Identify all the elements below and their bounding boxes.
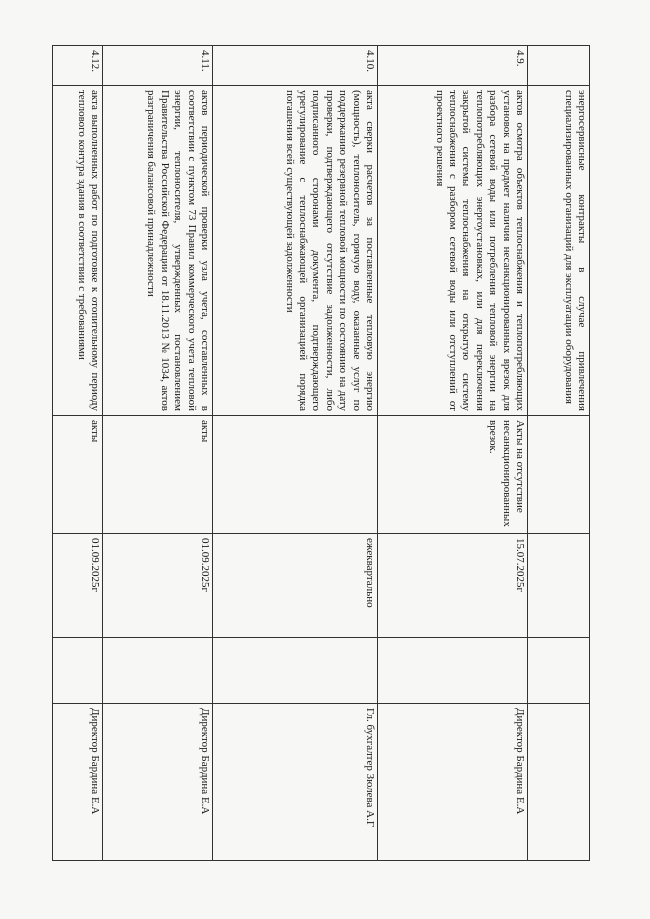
row-description: акта сверки расчетов за поставленные тепловую энергию (мощность), теплоноситель, горячую воду, оказанные услуг по поддержанию резервной тепловой мощности по состоянию на дату проверки, подтверждающего отсутствие задолженности, либо подписанного сторонами документа, подтверждающего урегулирование с теплоснабжающей организацией порядка погашения всей существующей задолженности — [213, 86, 378, 416]
table-row — [103, 46, 213, 861]
row-description: актов осмотра объектов теплоснабжения и теплопотребляющих установок на предмет наличия несанкционированных врезок для разбора сетевой воды или потребления тепловой энергии на теплопотребляющих энергоустановках, или для переключения закрытой системы теплоснабжения на открытую систему теплоснабжения с разбором сетевой воды или отступлений от проектного решения — [378, 86, 528, 416]
row-description: актов периодической проверки узла учета, составленных в соответствии с пунктом 73 Правил коммерческого учета тепловой энергии, теплоносителя, утвержденных постановлением Правительства Российской Федерации от 18.11.2013 № 1034, актов разграничения балансовой принадлежности — [103, 86, 213, 416]
row-number: 4.12. — [53, 46, 103, 86]
row-result — [213, 416, 378, 534]
row-result: Акты на отсутствие несанкционированных врезок. — [378, 416, 528, 534]
row-date: 15.07.2025г — [378, 534, 528, 638]
row-number: 4.9. — [378, 46, 528, 86]
row-date: 01.09.2025г — [103, 534, 213, 638]
row-number — [528, 46, 590, 86]
row-responsible: Директор Бардина Е.А — [103, 704, 213, 861]
row-date: 01.09.2025г — [53, 534, 103, 638]
row-number: 4.10. — [213, 46, 378, 86]
row-empty-cell — [378, 638, 528, 704]
table-row — [528, 46, 590, 861]
row-date: ежеквартально — [213, 534, 378, 638]
table-row — [213, 46, 378, 861]
plan-table — [52, 45, 590, 861]
row-description: акта выполненных работ по подготовке к отопительному периоду теплового контура здания в соответствии с требованиями — [53, 86, 103, 416]
row-responsible: Директор Бардина Е.А — [53, 704, 103, 861]
row-empty-cell — [528, 638, 590, 704]
row-empty-cell — [213, 638, 378, 704]
row-responsible — [528, 704, 590, 861]
row-result — [528, 416, 590, 534]
row-result: акты — [53, 416, 103, 534]
row-number: 4.11. — [103, 46, 213, 86]
row-result: акты — [103, 416, 213, 534]
row-empty-cell — [103, 638, 213, 704]
row-date — [528, 534, 590, 638]
row-description: энергосервисные контракты в случае привлечения специализированных организаций для эксплуатации оборудования — [528, 86, 590, 416]
row-empty-cell — [53, 638, 103, 704]
table-row — [378, 46, 528, 861]
row-responsible: Директор Бардина Е.А — [378, 704, 528, 861]
table-row — [53, 46, 103, 861]
row-responsible: Гл. бухгалтер Зюлева А.Г — [213, 704, 378, 861]
